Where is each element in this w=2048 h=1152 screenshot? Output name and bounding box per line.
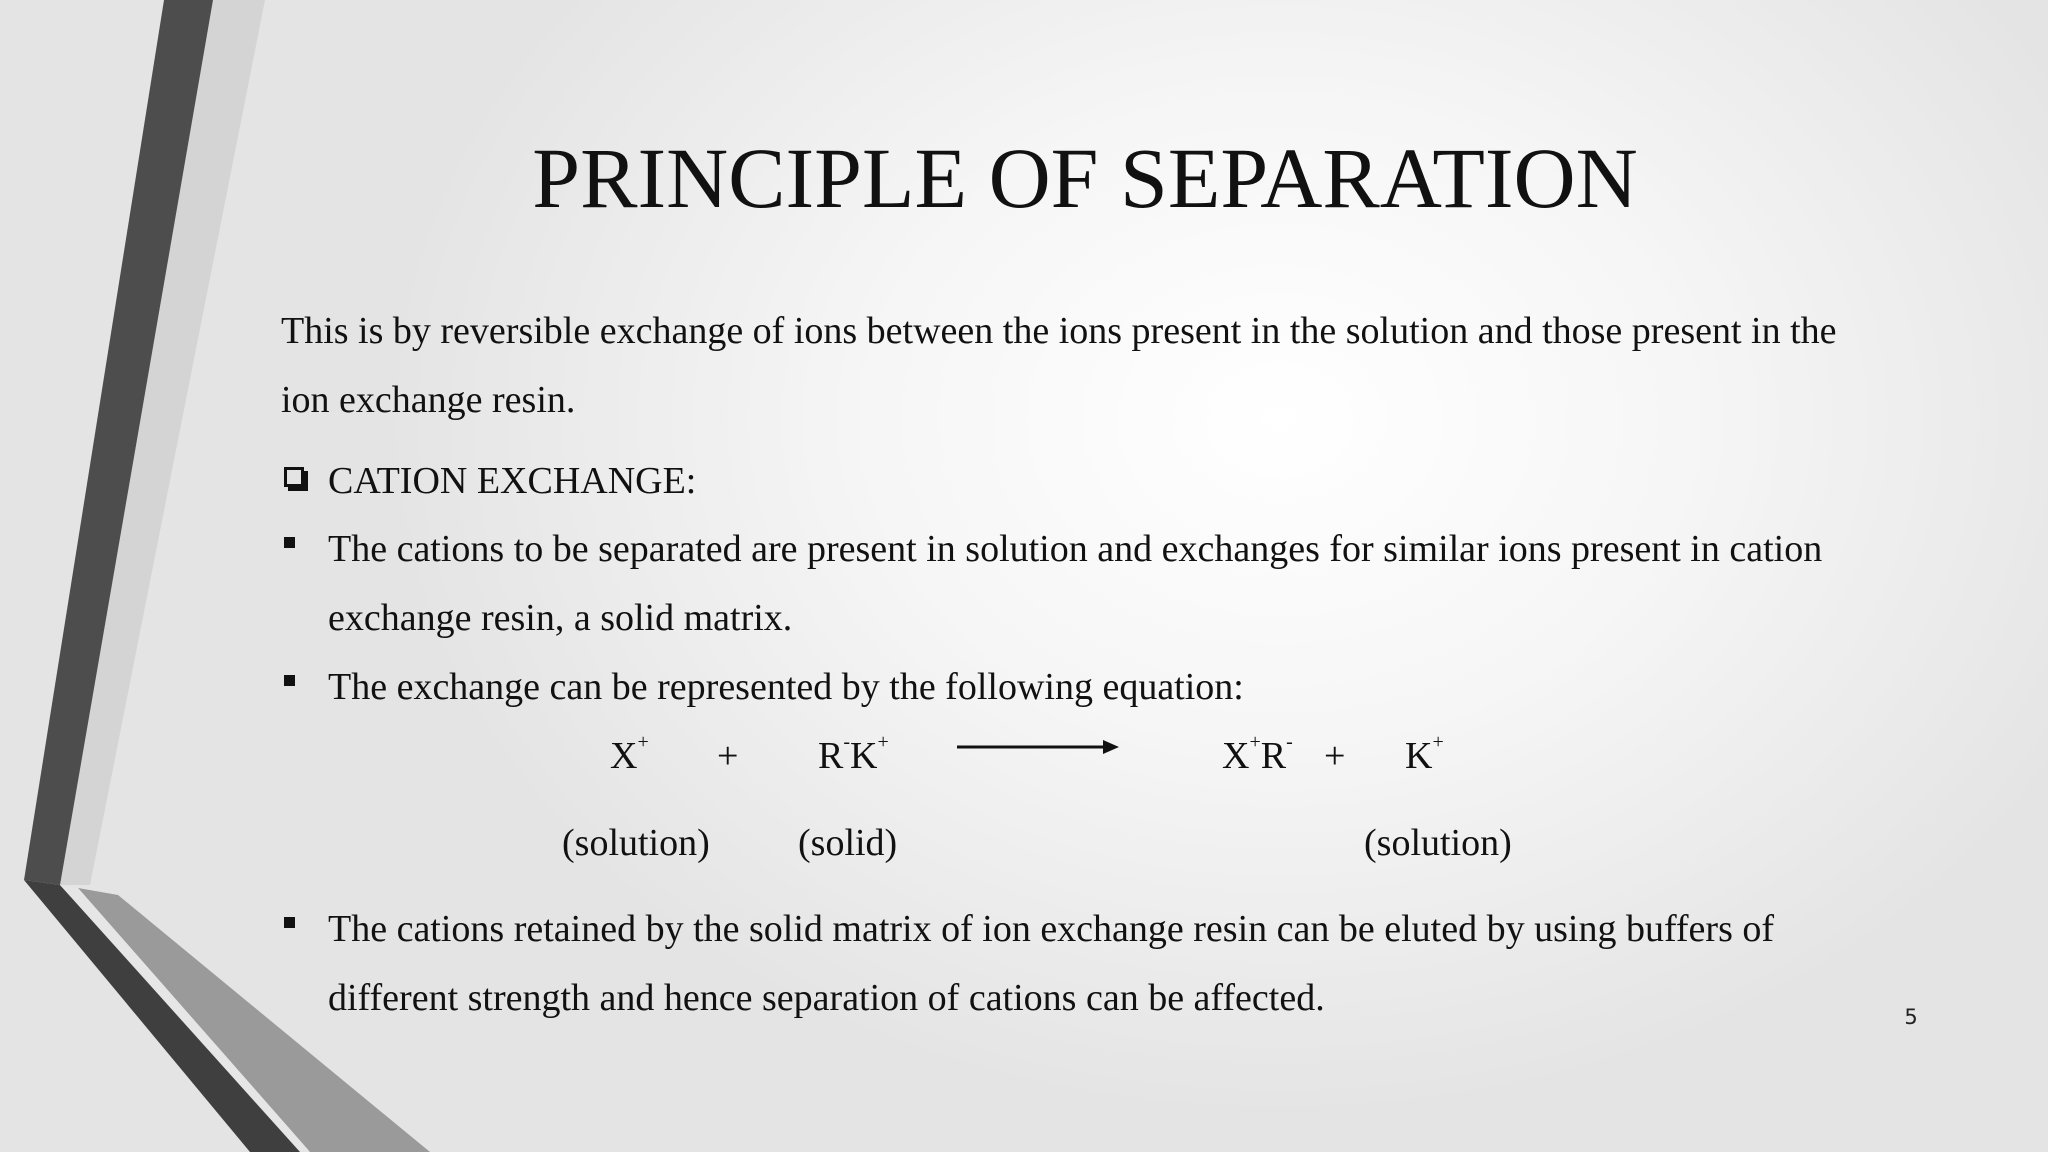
bullet-3 [281, 895, 1881, 1033]
square-bullet-icon [284, 537, 295, 548]
checkbox-square-icon [284, 467, 304, 487]
list-item [281, 515, 1881, 653]
equation-label-solution-1: (solution) [562, 822, 710, 864]
decor-dark-band [24, 0, 213, 885]
list-item [281, 653, 1881, 722]
heading-text: CATION EXCHANGE: [328, 460, 697, 502]
list-item [281, 895, 1881, 1033]
square-bullet-icon [284, 675, 295, 686]
square-bullet-icon [284, 917, 295, 928]
section-heading [281, 447, 1881, 516]
equation-product-2: K+ [1405, 731, 1444, 777]
heading-item [281, 447, 1881, 516]
page-number: 5 [1904, 1005, 1918, 1029]
right-arrow-icon [957, 734, 1119, 758]
page-title: PRINCIPLE OF SEPARATION [532, 130, 1638, 226]
bullet-text: The cations retained by the solid matrix of ion exchange resin can be eluted by using buffers of different strength and hence separation of cations can be affected. [328, 908, 1775, 1019]
bullet-1 [281, 515, 1881, 653]
equation-label-solid: (solid) [798, 822, 898, 864]
equation-plus-1: + [717, 735, 739, 777]
equation-plus-2: + [1324, 735, 1346, 777]
bullet-2 [281, 653, 1881, 722]
equation-product-1: X+R- [1222, 731, 1293, 777]
equation-label-solution-2: (solution) [1364, 822, 1512, 864]
bullet-text: The exchange can be represented by the following equation: [328, 666, 1244, 708]
bullet-text: The cations to be separated are present in solution and exchanges for similar ions present in cation exchange resin, a solid matrix. [328, 528, 1823, 639]
equation-reactant-2: R-K+ [818, 731, 889, 777]
decor-lower-highlight [60, 885, 310, 1152]
intro-paragraph: This is by reversible exchange of ions between the ions present in the solution and those present in the ion exchange resin. [281, 310, 1837, 421]
equation-reactant-1: X+ [610, 731, 649, 777]
